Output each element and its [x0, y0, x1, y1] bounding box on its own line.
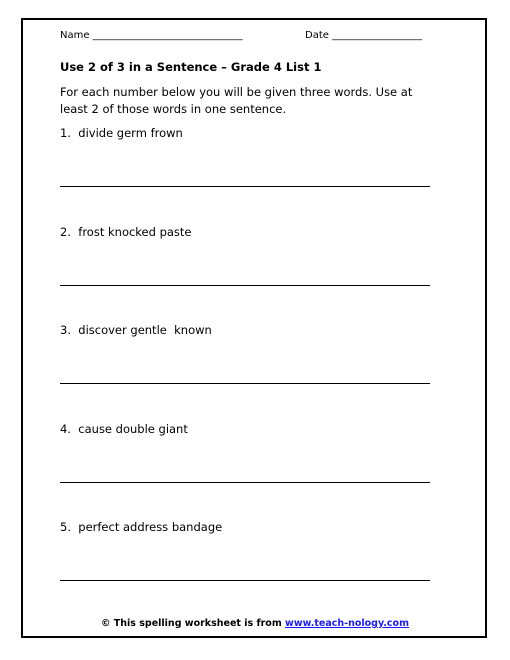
word-set-1: 1. divide germ frown — [60, 126, 183, 140]
worksheet-instructions: For each number below you will be given three words. Use at least 2 of those words in one sentence. — [60, 85, 413, 116]
answer-line-3[interactable] — [60, 383, 430, 384]
answer-line-4[interactable] — [60, 482, 430, 483]
worksheet-title: Use 2 of 3 in a Sentence – Grade 4 List 1 — [60, 60, 322, 74]
answer-line-1[interactable] — [60, 186, 430, 187]
answer-line-2[interactable] — [60, 285, 430, 286]
word-set-3: 3. discover gentle known — [60, 323, 212, 337]
date-field-label: Date __________________ — [305, 30, 423, 41]
footer-link[interactable]: www.teach-nology.com — [285, 618, 409, 629]
name-field-label: Name ______________________________ — [60, 30, 243, 41]
word-set-5: 5. perfect address bandage — [60, 520, 223, 534]
word-set-2: 2. frost knocked paste — [60, 225, 192, 239]
footer-credit — [0, 618, 510, 629]
footer-text: © This spelling worksheet is from — [101, 618, 286, 629]
word-set-4: 4. cause double giant — [60, 422, 188, 436]
answer-line-5[interactable] — [60, 580, 430, 581]
